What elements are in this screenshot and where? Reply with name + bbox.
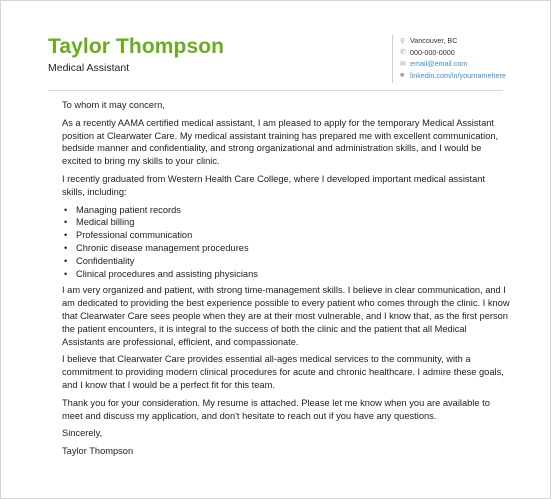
list-item: • Confidentiality — [76, 255, 510, 268]
linkedin-icon: ■ — [400, 71, 405, 79]
applicant-job-title: Medical Assistant — [48, 62, 130, 74]
paragraph-education: I recently graduated from Western Health Care College, where I developed important medical assistant skills, including: — [62, 173, 486, 197]
contact-location — [400, 35, 508, 47]
location-text: Vancouver, BC — [410, 36, 458, 46]
header-divider — [48, 90, 503, 91]
contact-email[interactable] — [400, 58, 508, 70]
phone-icon: ✆ — [400, 49, 406, 57]
email-icon: ✉ — [400, 60, 406, 68]
list-item: • Chronic disease management procedures — [76, 242, 510, 255]
applicant-name: Taylor Thompson — [48, 35, 225, 58]
paragraph-intro: As a recently AAMA certified medical assistant, I am pleased to apply for the temporary Medical Assistant position at Clearwater Care. My medical assistant training has prepared me with excellent communication, bedside manner and confidentiality, and strong organizational and administration skills, and I would be excited to bring my skills to your clinic. — [62, 117, 499, 167]
contact-phone — [400, 47, 508, 59]
phone-text: 000-000-0000 — [410, 47, 455, 57]
letter-body — [62, 99, 510, 463]
list-item: • Managing patient records — [76, 204, 510, 217]
signature-name: Taylor Thompson — [62, 446, 134, 457]
linkedin-link[interactable]: linkedin.com/in/yournamehere — [410, 70, 506, 80]
skills-list — [62, 204, 510, 281]
closing: Sincerely, — [62, 428, 103, 439]
list-item: • Clinical procedures and assisting physicians — [76, 268, 510, 281]
contact-linkedin[interactable] — [400, 70, 508, 82]
email-link[interactable]: email@email.com — [410, 59, 468, 69]
location-pin-icon: ⚲ — [400, 37, 406, 45]
contact-block — [392, 35, 508, 83]
list-item: • Medical billing — [76, 216, 510, 229]
paragraph-thanks: Thank you for your consideration. My resume is attached. Please let me know when you are available to meet and discuss my application, and don't hesitate to reach out if you have any questions. — [62, 397, 490, 421]
letter-header — [48, 35, 508, 85]
paragraph-fit: I believe that Clearwater Care provides essential all-ages medical services to the community, with a commitment to providing modern clinical procedures for acute and chronic healthcare. I admire these goals, and I know that I would be a perfect fit for this team. — [62, 354, 504, 390]
list-item: • Professional communication — [76, 229, 510, 242]
paragraph-qualities: I am very organized and patient, with strong time-management skills. I believe in clear communication, and I am dedicated to providing the best experience possible to every patient who comes through the clinic. I know that Clearwater Care sees people when they are at their most vulnerable, and I know that, as the first person the patient encounters, it is integral to the success of both the clinic and the patient that all Medical Assistants are professional, efficient, and compassionate. — [62, 285, 510, 347]
salutation: To whom it may concern, — [62, 100, 165, 110]
